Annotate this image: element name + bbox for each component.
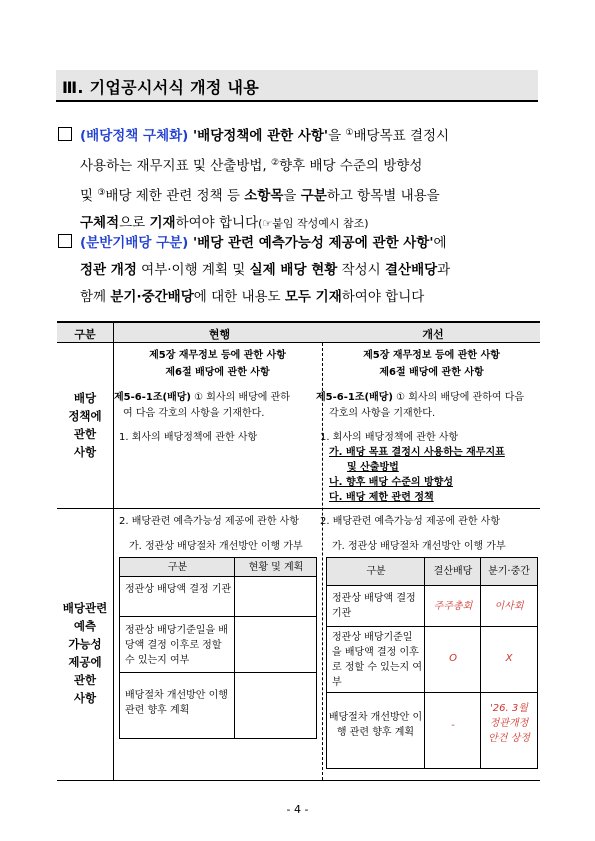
row-label-line: 가능성 [68, 637, 102, 651]
improved-item2-sub: 가. 정관상 배당절차 개선방안 이행 가부 [332, 541, 506, 552]
bullet2-emph: 실제 배당 현황 [249, 262, 338, 278]
bullet2-text: 함께 [80, 289, 111, 305]
plan-line: '26. 3월 [490, 703, 528, 714]
improved-sub-a-cont: 및 산출방법 [347, 462, 399, 473]
value-annual-decision: 주주총회 [433, 601, 473, 612]
inner-th-quarterly: 분기·중간 [488, 566, 530, 577]
section-header [56, 70, 538, 102]
row-divider [57, 508, 540, 509]
inner-row-record-date: 정관상 배당기준일을 배당액 결정 이후로 정할 수 있는지 여부 [332, 632, 422, 688]
inner-row-divider [327, 692, 537, 693]
header-current: 현행 [208, 328, 231, 341]
bullet2-quote: '배당 관련 예측가능성 제공에 관한 사항' [188, 235, 434, 251]
inner-th-category: 구분 [366, 566, 386, 577]
bullet2-text: 하여야 합니다 [341, 289, 425, 305]
improved-sub-a: 가. 배당 목표 결정시 사용하는 재무지표 [329, 447, 505, 458]
row-label-line: 제공에 [68, 655, 102, 669]
bullet1-text: 을 [283, 188, 301, 204]
inner-column-divider [234, 558, 235, 738]
inner-row-decision-body: 정관상 배당액 결정 기관 [332, 593, 416, 619]
current-item2: 2. 배당관련 예측가능성 제공에 관한 사항 [119, 516, 299, 527]
row-label-line: 관한 [73, 427, 97, 441]
current-item1: 1. 회사의 배당정책에 관한 사항 [119, 432, 258, 443]
bullet2-emph: 결산배당 [385, 262, 438, 278]
row-label-dividend-policy [57, 389, 113, 461]
bullet2-emph: 모두 기재 [284, 289, 342, 305]
bullet-dividend-policy [58, 120, 540, 237]
article-number: 제5-6-1조(배당) [316, 392, 393, 403]
plan-line: 정관개정 [489, 718, 529, 729]
plan-line: 안건 상정 [488, 733, 530, 744]
current-article-cont: 여 다음 각호의 사항을 기재한다. [123, 408, 265, 419]
value-quarterly-decision: 이사회 [494, 601, 524, 612]
inner-row-divider [120, 616, 316, 617]
current-item2-sub: 가. 정관상 배당절차 개선방안 이행 가부 [129, 541, 303, 552]
inner-th-status: 현황 및 계획 [248, 562, 304, 573]
improved-article-cont: 각호의 사항을 기재한다. [329, 408, 436, 419]
row-label-line: 정책에 [68, 409, 102, 423]
inner-row-divider [327, 626, 537, 627]
current-section: 제6절 배당에 관한 사항 [165, 367, 270, 378]
bullet2-text: 작성시 [337, 262, 385, 278]
bullet1-quote: '배당정책에 관한 사항' [188, 128, 329, 144]
bullet2-emph: 정관 개정 [80, 262, 137, 278]
bullet2-text: 여부·이행 계획 및 [136, 262, 250, 278]
page-number: - 4 - [286, 803, 309, 816]
bullet1-emph: 기재 [149, 215, 176, 231]
bullet1-text: 배당목표 결정시 [353, 128, 450, 144]
improved-inner-table [326, 557, 538, 769]
circled-three: ③ [97, 188, 106, 198]
inner-row-future-plan: 배당절차 개선방안 이행 관련 향후 계획 [328, 712, 423, 738]
bullet1-emph: 구분 [300, 188, 327, 204]
header-improved: 개선 [422, 328, 444, 341]
bullet1-reference: (☞붙임 작성예시 참조) [258, 217, 369, 230]
improved-item1: 1. 회사의 배당정책에 관한 사항 [320, 432, 459, 443]
row-label-line: 예측 [73, 619, 97, 633]
bullet-quarterly-dividend [58, 230, 540, 311]
improved-sub-b: 나. 향후 배당 수준의 방향성 [329, 477, 453, 488]
bullet2-tag: (분반기배당 구분) [80, 235, 189, 251]
current-chapter: 제5장 재무정보 등에 관한 사항 [149, 350, 286, 361]
row-label-line: 사항 [73, 691, 97, 705]
bullet1-emph: 소항목 [244, 188, 284, 204]
improved-section: 제6절 배당에 관한 사항 [379, 367, 484, 378]
inner-row-record-date: 정관상 배당기준일을 배당액 결정 이후로 정할 수 있는지 여부 [125, 625, 228, 666]
bullet2-text: 과 [437, 262, 451, 278]
bullet1-text: 및 [80, 188, 98, 204]
inner-row-decision-body: 정관상 배당액 결정 기관 [125, 584, 232, 595]
bullet2-emph: 분기·중간배당 [110, 289, 194, 305]
improved-item2: 2. 배당관련 예측가능성 제공에 관한 사항 [320, 516, 500, 527]
bullet1-text: 사용하는 재무지표 및 산출방법, [80, 158, 271, 174]
circled-two: ② [271, 158, 280, 168]
bullet1-text: 하고 항목별 내용을 [326, 188, 440, 204]
row-label-line: 배당관련 [62, 601, 108, 615]
row-label-line: 배당 [73, 391, 97, 405]
row-label-line: 사항 [73, 445, 97, 459]
bullet1-text: 으로 [119, 215, 150, 231]
bullet1-text: 향후 배당 수준의 방향성 [279, 158, 423, 174]
inner-th-annual: 결산배당 [433, 566, 473, 577]
bullet1-emph: 구체적 [80, 215, 120, 231]
table-header-row [57, 323, 540, 343]
inner-row-divider [120, 672, 316, 673]
bullet2-text: 에 [433, 235, 447, 251]
bullet1-text: 을 [328, 128, 346, 144]
improved-article [316, 390, 540, 405]
checkbox-square-icon [58, 127, 72, 141]
checkbox-square-icon [58, 234, 72, 248]
article-text: ① 회사의 배당에 관하 [190, 392, 290, 403]
value-quarterly-record-date: X [505, 653, 513, 664]
improved-chapter: 제5장 재무정보 등에 관한 사항 [363, 350, 500, 361]
section-title: Ⅲ. 기업공시서식 개정 내용 [62, 78, 259, 97]
bullet2-text: 에 대한 내용도 [193, 289, 285, 305]
row-label-line: 관한 [73, 673, 97, 687]
value-annual-record-date: O [449, 653, 457, 664]
inner-th-category: 구분 [167, 562, 188, 573]
value-quarterly-plan [481, 701, 537, 746]
row-label-predictability [57, 599, 113, 707]
article-text: ① 회사의 배당에 관하여 다음 [392, 392, 525, 403]
circled-one: ① [345, 128, 354, 138]
bullet1-text: 하여야 합니다 [175, 215, 259, 231]
comparison-table [57, 321, 540, 781]
bullet1-text: 배당 제한 관련 정책 등 [105, 188, 245, 204]
bullet1-tag: (배당정책 구체화) [80, 128, 189, 144]
inner-row-future-plan: 배당절차 개선방안 이행 관련 향후 계획 [125, 690, 228, 716]
value-annual-plan: - [451, 720, 455, 731]
current-inner-table [119, 557, 317, 739]
header-category: 구분 [74, 328, 96, 341]
article-number: 제5-6-1조(배당) [114, 392, 191, 403]
improved-sub-c: 다. 배당 제한 관련 정책 [329, 492, 434, 503]
current-article [114, 390, 324, 405]
